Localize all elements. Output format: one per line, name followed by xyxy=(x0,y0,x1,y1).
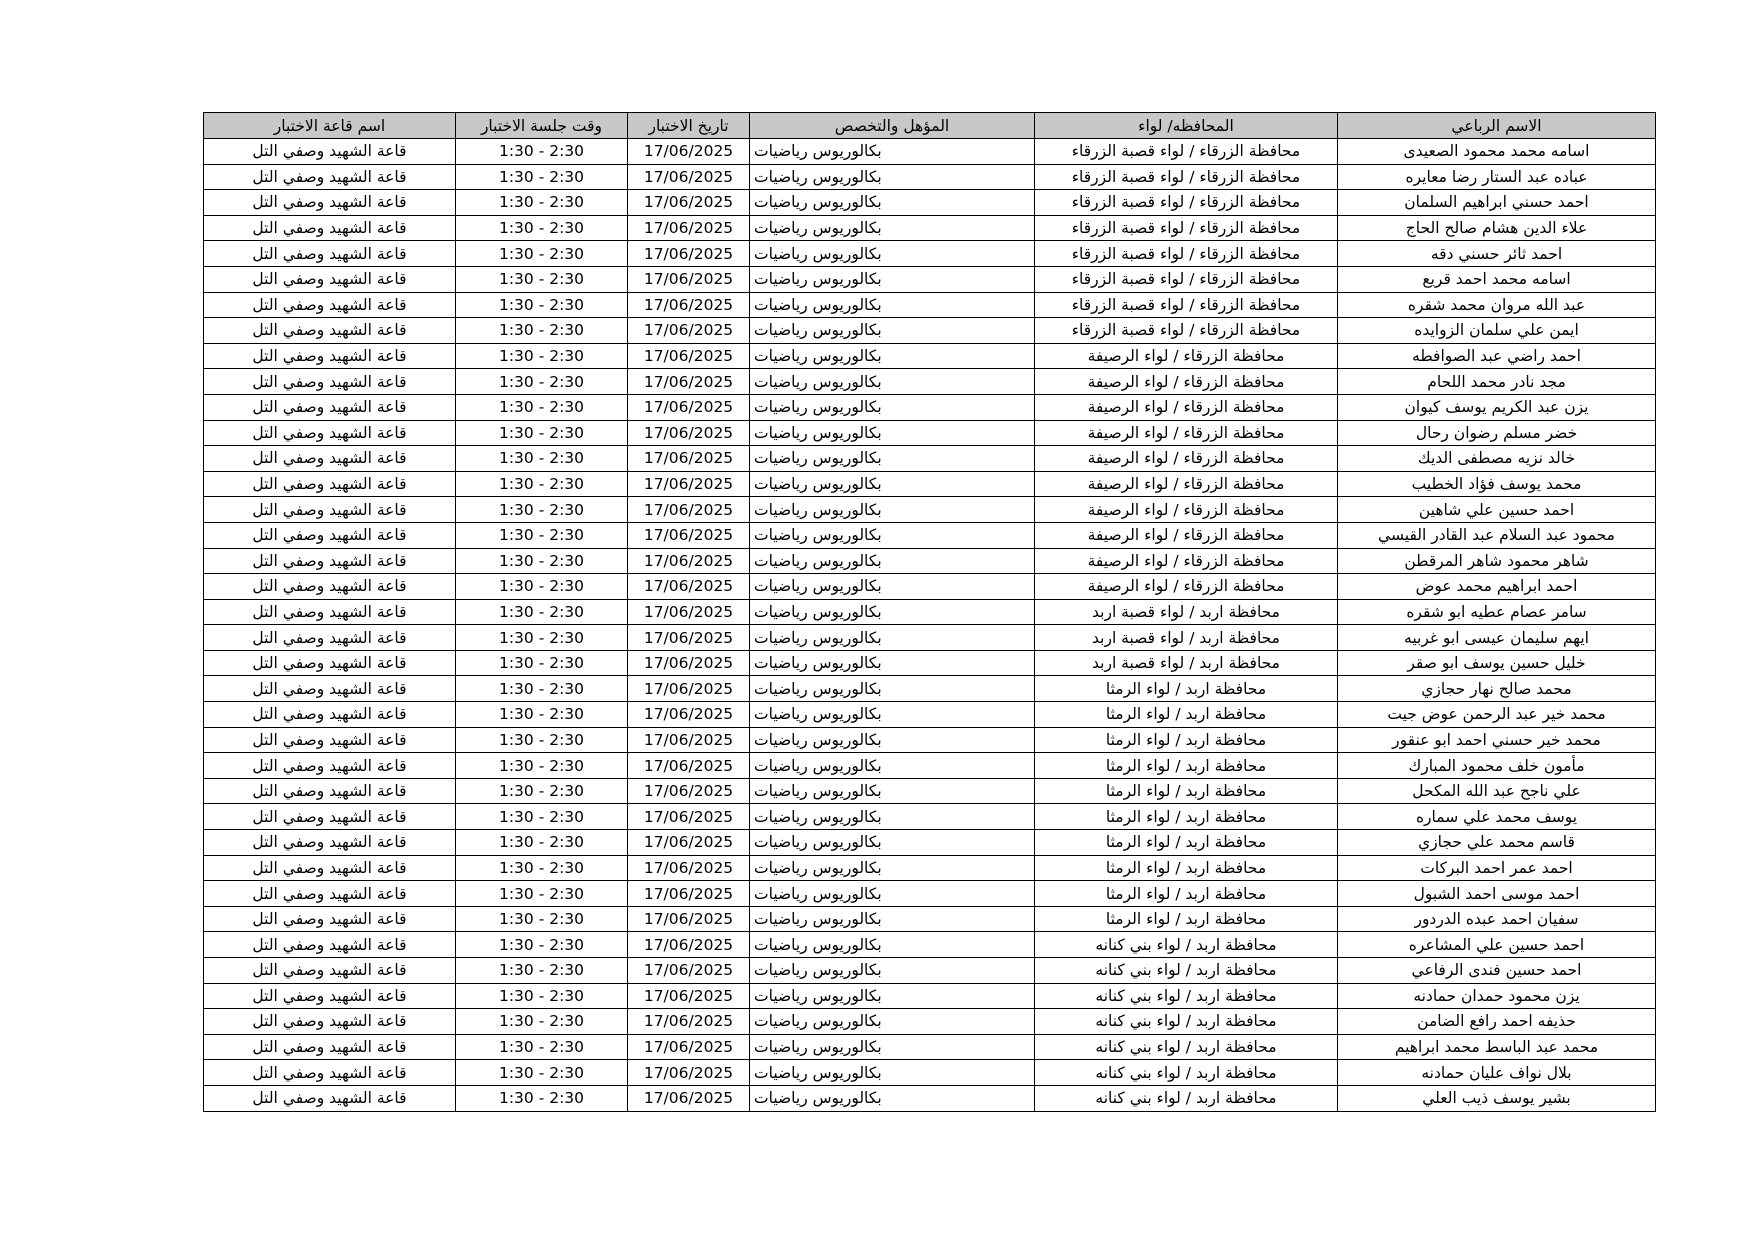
cell-name: خالد نزيه مصطفى الديك xyxy=(1338,446,1656,472)
cell-qualification: بكالوريوس رياضيات xyxy=(750,727,1035,753)
cell-hall: قاعة الشهيد وصفي التل xyxy=(204,702,456,728)
cell-hall: قاعة الشهيد وصفي التل xyxy=(204,881,456,907)
cell-qualification: بكالوريوس رياضيات xyxy=(750,676,1035,702)
cell-name: اسامه محمد محمود الصعيدى xyxy=(1338,139,1656,165)
cell-hall: قاعة الشهيد وصفي التل xyxy=(204,548,456,574)
cell-hall: قاعة الشهيد وصفي التل xyxy=(204,1009,456,1035)
cell-name: يزن عبد الكريم يوسف كيوان xyxy=(1338,394,1656,420)
cell-date: 17/06/2025 xyxy=(628,471,750,497)
cell-date: 17/06/2025 xyxy=(628,958,750,984)
cell-hall: قاعة الشهيد وصفي التل xyxy=(204,983,456,1009)
cell-time: 1:30 - 2:30 xyxy=(456,932,628,958)
cell-governorate: محافظة اربد / لواء قصبة اربد xyxy=(1035,625,1338,651)
header-row xyxy=(204,113,1656,139)
cell-hall: قاعة الشهيد وصفي التل xyxy=(204,497,456,523)
table-row xyxy=(204,190,1656,216)
table-row xyxy=(204,574,1656,600)
cell-qualification: بكالوريوس رياضيات xyxy=(750,958,1035,984)
cell-date: 17/06/2025 xyxy=(628,1034,750,1060)
cell-governorate: محافظة اربد / لواء بني كنانه xyxy=(1035,1034,1338,1060)
cell-qualification: بكالوريوس رياضيات xyxy=(750,241,1035,267)
cell-date: 17/06/2025 xyxy=(628,753,750,779)
cell-governorate: محافظة اربد / لواء بني كنانه xyxy=(1035,932,1338,958)
cell-time: 1:30 - 2:30 xyxy=(456,574,628,600)
cell-name: محمد صالح نهار حجازي xyxy=(1338,676,1656,702)
cell-name: خضر مسلم رضوان رحال xyxy=(1338,420,1656,446)
table-row xyxy=(204,983,1656,1009)
cell-governorate: محافظة اربد / لواء الرمثا xyxy=(1035,727,1338,753)
cell-qualification: بكالوريوس رياضيات xyxy=(750,906,1035,932)
table-row xyxy=(204,753,1656,779)
cell-date: 17/06/2025 xyxy=(628,650,750,676)
cell-qualification: بكالوريوس رياضيات xyxy=(750,139,1035,165)
table-row xyxy=(204,1009,1656,1035)
cell-name: بلال نواف عليان حمادنه xyxy=(1338,1060,1656,1086)
cell-qualification: بكالوريوس رياضيات xyxy=(750,446,1035,472)
cell-governorate: محافظة اربد / لواء الرمثا xyxy=(1035,804,1338,830)
cell-governorate: محافظة اربد / لواء قصبة اربد xyxy=(1035,650,1338,676)
cell-name: يزن محمود حمدان حمادنه xyxy=(1338,983,1656,1009)
cell-name: عباده عبد الستار رضا معايره xyxy=(1338,164,1656,190)
cell-name: احمد حسين علي المشاعره xyxy=(1338,932,1656,958)
cell-hall: قاعة الشهيد وصفي التل xyxy=(204,778,456,804)
cell-name: احمد حسين فندى الرفاعي xyxy=(1338,958,1656,984)
cell-hall: قاعة الشهيد وصفي التل xyxy=(204,241,456,267)
table-row xyxy=(204,522,1656,548)
cell-date: 17/06/2025 xyxy=(628,574,750,600)
cell-name: احمد ابراهيم محمد عوض xyxy=(1338,574,1656,600)
cell-hall: قاعة الشهيد وصفي التل xyxy=(204,1085,456,1111)
table-row xyxy=(204,599,1656,625)
cell-date: 17/06/2025 xyxy=(628,1085,750,1111)
cell-time: 1:30 - 2:30 xyxy=(456,139,628,165)
table-row xyxy=(204,394,1656,420)
table-row xyxy=(204,471,1656,497)
header-governorate: المحافظه/ لواء xyxy=(1035,113,1338,139)
cell-governorate: محافظة اربد / لواء بني كنانه xyxy=(1035,983,1338,1009)
cell-date: 17/06/2025 xyxy=(628,266,750,292)
cell-hall: قاعة الشهيد وصفي التل xyxy=(204,727,456,753)
cell-governorate: محافظة الزرقاء / لواء قصبة الزرقاء xyxy=(1035,139,1338,165)
table-row xyxy=(204,676,1656,702)
cell-time: 1:30 - 2:30 xyxy=(456,164,628,190)
cell-name: مجد نادر محمد اللحام xyxy=(1338,369,1656,395)
cell-governorate: محافظة الزرقاء / لواء الرصيفة xyxy=(1035,369,1338,395)
cell-name: محمود عبد السلام عبد القادر القيسي xyxy=(1338,522,1656,548)
cell-governorate: محافظة الزرقاء / لواء الرصيفة xyxy=(1035,394,1338,420)
cell-time: 1:30 - 2:30 xyxy=(456,650,628,676)
cell-hall: قاعة الشهيد وصفي التل xyxy=(204,164,456,190)
cell-time: 1:30 - 2:30 xyxy=(456,958,628,984)
cell-time: 1:30 - 2:30 xyxy=(456,702,628,728)
cell-hall: قاعة الشهيد وصفي التل xyxy=(204,369,456,395)
cell-qualification: بكالوريوس رياضيات xyxy=(750,855,1035,881)
cell-time: 1:30 - 2:30 xyxy=(456,318,628,344)
cell-qualification: بكالوريوس رياضيات xyxy=(750,804,1035,830)
cell-date: 17/06/2025 xyxy=(628,804,750,830)
cell-governorate: محافظة الزرقاء / لواء قصبة الزرقاء xyxy=(1035,164,1338,190)
cell-hall: قاعة الشهيد وصفي التل xyxy=(204,574,456,600)
cell-name: علي ناجح عبد الله المكحل xyxy=(1338,778,1656,804)
cell-date: 17/06/2025 xyxy=(628,906,750,932)
cell-date: 17/06/2025 xyxy=(628,625,750,651)
cell-date: 17/06/2025 xyxy=(628,1060,750,1086)
cell-hall: قاعة الشهيد وصفي التل xyxy=(204,855,456,881)
cell-name: احمد حسني ابراهيم السلمان xyxy=(1338,190,1656,216)
header-time: وقت جلسة الاختبار xyxy=(456,113,628,139)
header-qualification: المؤهل والتخصص xyxy=(750,113,1035,139)
cell-qualification: بكالوريوس رياضيات xyxy=(750,983,1035,1009)
table-row xyxy=(204,266,1656,292)
cell-date: 17/06/2025 xyxy=(628,369,750,395)
cell-name: علاء الدين هشام صالح الحاج xyxy=(1338,215,1656,241)
cell-time: 1:30 - 2:30 xyxy=(456,599,628,625)
cell-qualification: بكالوريوس رياضيات xyxy=(750,420,1035,446)
header-date: تاريخ الاختبار xyxy=(628,113,750,139)
cell-name: شاهر محمود شاهر المرقطن xyxy=(1338,548,1656,574)
cell-governorate: محافظة الزرقاء / لواء قصبة الزرقاء xyxy=(1035,215,1338,241)
header-name: الاسم الرباعي xyxy=(1338,113,1656,139)
cell-qualification: بكالوريوس رياضيات xyxy=(750,702,1035,728)
cell-date: 17/06/2025 xyxy=(628,343,750,369)
cell-time: 1:30 - 2:30 xyxy=(456,778,628,804)
cell-time: 1:30 - 2:30 xyxy=(456,497,628,523)
cell-hall: قاعة الشهيد وصفي التل xyxy=(204,676,456,702)
cell-time: 1:30 - 2:30 xyxy=(456,1085,628,1111)
cell-qualification: بكالوريوس رياضيات xyxy=(750,369,1035,395)
cell-qualification: بكالوريوس رياضيات xyxy=(750,830,1035,856)
table-row xyxy=(204,702,1656,728)
cell-qualification: بكالوريوس رياضيات xyxy=(750,650,1035,676)
cell-date: 17/06/2025 xyxy=(628,676,750,702)
table-row xyxy=(204,292,1656,318)
cell-hall: قاعة الشهيد وصفي التل xyxy=(204,343,456,369)
cell-hall: قاعة الشهيد وصفي التل xyxy=(204,1034,456,1060)
cell-qualification: بكالوريوس رياضيات xyxy=(750,599,1035,625)
cell-date: 17/06/2025 xyxy=(628,702,750,728)
table-row xyxy=(204,804,1656,830)
cell-time: 1:30 - 2:30 xyxy=(456,727,628,753)
table-row xyxy=(204,1060,1656,1086)
cell-time: 1:30 - 2:30 xyxy=(456,446,628,472)
cell-qualification: بكالوريوس رياضيات xyxy=(750,574,1035,600)
cell-date: 17/06/2025 xyxy=(628,292,750,318)
cell-governorate: محافظة الزرقاء / لواء قصبة الزرقاء xyxy=(1035,318,1338,344)
exam-schedule-sheet xyxy=(203,112,1655,1112)
cell-time: 1:30 - 2:30 xyxy=(456,190,628,216)
cell-date: 17/06/2025 xyxy=(628,215,750,241)
cell-hall: قاعة الشهيد وصفي التل xyxy=(204,420,456,446)
cell-name: سفيان احمد عبده الدردور xyxy=(1338,906,1656,932)
cell-time: 1:30 - 2:30 xyxy=(456,241,628,267)
cell-qualification: بكالوريوس رياضيات xyxy=(750,292,1035,318)
cell-qualification: بكالوريوس رياضيات xyxy=(750,394,1035,420)
cell-time: 1:30 - 2:30 xyxy=(456,266,628,292)
cell-name: بشير يوسف ذيب العلي xyxy=(1338,1085,1656,1111)
cell-name: احمد عمر احمد البركات xyxy=(1338,855,1656,881)
cell-qualification: بكالوريوس رياضيات xyxy=(750,548,1035,574)
cell-hall: قاعة الشهيد وصفي التل xyxy=(204,932,456,958)
cell-governorate: محافظة اربد / لواء الرمثا xyxy=(1035,676,1338,702)
cell-qualification: بكالوريوس رياضيات xyxy=(750,625,1035,651)
cell-governorate: محافظة اربد / لواء بني كنانه xyxy=(1035,1009,1338,1035)
cell-governorate: محافظة الزرقاء / لواء الرصيفة xyxy=(1035,343,1338,369)
cell-date: 17/06/2025 xyxy=(628,394,750,420)
cell-governorate: محافظة اربد / لواء الرمثا xyxy=(1035,778,1338,804)
cell-name: خليل حسين يوسف ابو صقر xyxy=(1338,650,1656,676)
cell-qualification: بكالوريوس رياضيات xyxy=(750,343,1035,369)
cell-time: 1:30 - 2:30 xyxy=(456,394,628,420)
cell-hall: قاعة الشهيد وصفي التل xyxy=(204,318,456,344)
cell-governorate: محافظة اربد / لواء بني كنانه xyxy=(1035,1060,1338,1086)
cell-governorate: محافظة اربد / لواء الرمثا xyxy=(1035,881,1338,907)
table-row xyxy=(204,778,1656,804)
cell-qualification: بكالوريوس رياضيات xyxy=(750,164,1035,190)
cell-name: قاسم محمد علي حجازي xyxy=(1338,830,1656,856)
cell-time: 1:30 - 2:30 xyxy=(456,881,628,907)
cell-date: 17/06/2025 xyxy=(628,548,750,574)
cell-time: 1:30 - 2:30 xyxy=(456,420,628,446)
cell-time: 1:30 - 2:30 xyxy=(456,1060,628,1086)
table-row xyxy=(204,215,1656,241)
cell-hall: قاعة الشهيد وصفي التل xyxy=(204,830,456,856)
cell-qualification: بكالوريوس رياضيات xyxy=(750,215,1035,241)
table-row xyxy=(204,343,1656,369)
cell-governorate: محافظة اربد / لواء الرمثا xyxy=(1035,906,1338,932)
cell-name: احمد راضي عبد الصوافطه xyxy=(1338,343,1656,369)
cell-hall: قاعة الشهيد وصفي التل xyxy=(204,292,456,318)
cell-time: 1:30 - 2:30 xyxy=(456,830,628,856)
table-row xyxy=(204,318,1656,344)
cell-qualification: بكالوريوس رياضيات xyxy=(750,266,1035,292)
cell-time: 1:30 - 2:30 xyxy=(456,983,628,1009)
cell-governorate: محافظة اربد / لواء الرمثا xyxy=(1035,855,1338,881)
table-row xyxy=(204,139,1656,165)
cell-name: ايهم سليمان عيسى ابو غربيه xyxy=(1338,625,1656,651)
cell-time: 1:30 - 2:30 xyxy=(456,855,628,881)
table-row xyxy=(204,1034,1656,1060)
cell-governorate: محافظة الزرقاء / لواء الرصيفة xyxy=(1035,420,1338,446)
table-row xyxy=(204,369,1656,395)
cell-time: 1:30 - 2:30 xyxy=(456,1034,628,1060)
cell-qualification: بكالوريوس رياضيات xyxy=(750,522,1035,548)
cell-qualification: بكالوريوس رياضيات xyxy=(750,190,1035,216)
cell-hall: قاعة الشهيد وصفي التل xyxy=(204,650,456,676)
cell-hall: قاعة الشهيد وصفي التل xyxy=(204,394,456,420)
cell-date: 17/06/2025 xyxy=(628,778,750,804)
cell-date: 17/06/2025 xyxy=(628,139,750,165)
cell-governorate: محافظة الزرقاء / لواء قصبة الزرقاء xyxy=(1035,266,1338,292)
table-row xyxy=(204,241,1656,267)
cell-date: 17/06/2025 xyxy=(628,830,750,856)
cell-name: احمد موسى احمد الشبول xyxy=(1338,881,1656,907)
cell-governorate: محافظة الزرقاء / لواء الرصيفة xyxy=(1035,471,1338,497)
cell-hall: قاعة الشهيد وصفي التل xyxy=(204,266,456,292)
cell-date: 17/06/2025 xyxy=(628,522,750,548)
cell-hall: قاعة الشهيد وصفي التل xyxy=(204,906,456,932)
table-row xyxy=(204,906,1656,932)
cell-qualification: بكالوريوس رياضيات xyxy=(750,497,1035,523)
cell-date: 17/06/2025 xyxy=(628,164,750,190)
cell-time: 1:30 - 2:30 xyxy=(456,215,628,241)
cell-governorate: محافظة الزرقاء / لواء قصبة الزرقاء xyxy=(1035,241,1338,267)
cell-governorate: محافظة الزرقاء / لواء الرصيفة xyxy=(1035,548,1338,574)
table-row xyxy=(204,650,1656,676)
cell-qualification: بكالوريوس رياضيات xyxy=(750,932,1035,958)
cell-governorate: محافظة اربد / لواء قصبة اربد xyxy=(1035,599,1338,625)
cell-date: 17/06/2025 xyxy=(628,241,750,267)
cell-qualification: بكالوريوس رياضيات xyxy=(750,881,1035,907)
cell-date: 17/06/2025 xyxy=(628,599,750,625)
cell-qualification: بكالوريوس رياضيات xyxy=(750,778,1035,804)
cell-governorate: محافظة الزرقاء / لواء الرصيفة xyxy=(1035,522,1338,548)
cell-qualification: بكالوريوس رياضيات xyxy=(750,1085,1035,1111)
cell-time: 1:30 - 2:30 xyxy=(456,625,628,651)
cell-hall: قاعة الشهيد وصفي التل xyxy=(204,753,456,779)
cell-hall: قاعة الشهيد وصفي التل xyxy=(204,625,456,651)
table-row xyxy=(204,881,1656,907)
cell-governorate: محافظة الزرقاء / لواء الرصيفة xyxy=(1035,497,1338,523)
cell-date: 17/06/2025 xyxy=(628,1009,750,1035)
cell-date: 17/06/2025 xyxy=(628,881,750,907)
cell-governorate: محافظة الزرقاء / لواء الرصيفة xyxy=(1035,574,1338,600)
header-hall: اسم قاعة الاختبار xyxy=(204,113,456,139)
cell-name: محمد خير عبد الرحمن عوض جيت xyxy=(1338,702,1656,728)
cell-name: حذيفه احمد رافع الضامن xyxy=(1338,1009,1656,1035)
cell-governorate: محافظة الزرقاء / لواء الرصيفة xyxy=(1035,446,1338,472)
cell-time: 1:30 - 2:30 xyxy=(456,548,628,574)
cell-name: احمد حسين علي شاهين xyxy=(1338,497,1656,523)
cell-hall: قاعة الشهيد وصفي التل xyxy=(204,1060,456,1086)
cell-hall: قاعة الشهيد وصفي التل xyxy=(204,215,456,241)
cell-governorate: محافظة اربد / لواء الرمثا xyxy=(1035,753,1338,779)
cell-hall: قاعة الشهيد وصفي التل xyxy=(204,958,456,984)
cell-time: 1:30 - 2:30 xyxy=(456,1009,628,1035)
table-row xyxy=(204,497,1656,523)
cell-qualification: بكالوريوس رياضيات xyxy=(750,1034,1035,1060)
cell-date: 17/06/2025 xyxy=(628,855,750,881)
cell-date: 17/06/2025 xyxy=(628,190,750,216)
exam-schedule-table xyxy=(203,112,1656,1112)
cell-hall: قاعة الشهيد وصفي التل xyxy=(204,139,456,165)
table-row xyxy=(204,727,1656,753)
cell-name: احمد ثائر حسني دقه xyxy=(1338,241,1656,267)
cell-time: 1:30 - 2:30 xyxy=(456,804,628,830)
cell-qualification: بكالوريوس رياضيات xyxy=(750,753,1035,779)
table-row xyxy=(204,164,1656,190)
cell-governorate: محافظة اربد / لواء بني كنانه xyxy=(1035,1085,1338,1111)
cell-hall: قاعة الشهيد وصفي التل xyxy=(204,599,456,625)
table-row xyxy=(204,446,1656,472)
cell-governorate: محافظة الزرقاء / لواء قصبة الزرقاء xyxy=(1035,190,1338,216)
cell-time: 1:30 - 2:30 xyxy=(456,369,628,395)
table-body xyxy=(204,139,1656,1112)
cell-date: 17/06/2025 xyxy=(628,727,750,753)
cell-name: عبد الله مروان محمد شقره xyxy=(1338,292,1656,318)
cell-name: اسامه محمد احمد قريع xyxy=(1338,266,1656,292)
cell-hall: قاعة الشهيد وصفي التل xyxy=(204,446,456,472)
cell-governorate: محافظة اربد / لواء بني كنانه xyxy=(1035,958,1338,984)
table-row xyxy=(204,855,1656,881)
cell-qualification: بكالوريوس رياضيات xyxy=(750,1060,1035,1086)
cell-hall: قاعة الشهيد وصفي التل xyxy=(204,804,456,830)
cell-name: محمد خير حسني احمد ابو عنقور xyxy=(1338,727,1656,753)
table-row xyxy=(204,548,1656,574)
cell-date: 17/06/2025 xyxy=(628,932,750,958)
cell-qualification: بكالوريوس رياضيات xyxy=(750,318,1035,344)
table-row xyxy=(204,932,1656,958)
cell-name: سامر عصام عطيه ابو شقره xyxy=(1338,599,1656,625)
table-row xyxy=(204,830,1656,856)
cell-governorate: محافظة اربد / لواء الرمثا xyxy=(1035,830,1338,856)
cell-time: 1:30 - 2:30 xyxy=(456,343,628,369)
cell-hall: قاعة الشهيد وصفي التل xyxy=(204,471,456,497)
cell-hall: قاعة الشهيد وصفي التل xyxy=(204,522,456,548)
cell-date: 17/06/2025 xyxy=(628,497,750,523)
table-row xyxy=(204,420,1656,446)
cell-qualification: بكالوريوس رياضيات xyxy=(750,1009,1035,1035)
cell-time: 1:30 - 2:30 xyxy=(456,753,628,779)
cell-governorate: محافظة الزرقاء / لواء قصبة الزرقاء xyxy=(1035,292,1338,318)
cell-name: محمد يوسف فؤاد الخطيب xyxy=(1338,471,1656,497)
cell-date: 17/06/2025 xyxy=(628,983,750,1009)
cell-time: 1:30 - 2:30 xyxy=(456,676,628,702)
cell-date: 17/06/2025 xyxy=(628,420,750,446)
cell-date: 17/06/2025 xyxy=(628,446,750,472)
cell-time: 1:30 - 2:30 xyxy=(456,292,628,318)
cell-qualification: بكالوريوس رياضيات xyxy=(750,471,1035,497)
cell-name: محمد عبد الباسط محمد ابراهيم xyxy=(1338,1034,1656,1060)
cell-date: 17/06/2025 xyxy=(628,318,750,344)
cell-time: 1:30 - 2:30 xyxy=(456,471,628,497)
table-row xyxy=(204,625,1656,651)
cell-governorate: محافظة اربد / لواء الرمثا xyxy=(1035,702,1338,728)
cell-name: مأمون خلف محمود المبارك xyxy=(1338,753,1656,779)
cell-time: 1:30 - 2:30 xyxy=(456,522,628,548)
cell-time: 1:30 - 2:30 xyxy=(456,906,628,932)
cell-hall: قاعة الشهيد وصفي التل xyxy=(204,190,456,216)
cell-name: ايمن علي سلمان الزوايده xyxy=(1338,318,1656,344)
cell-name: يوسف محمد علي سماره xyxy=(1338,804,1656,830)
table-row xyxy=(204,958,1656,984)
table-row xyxy=(204,1085,1656,1111)
